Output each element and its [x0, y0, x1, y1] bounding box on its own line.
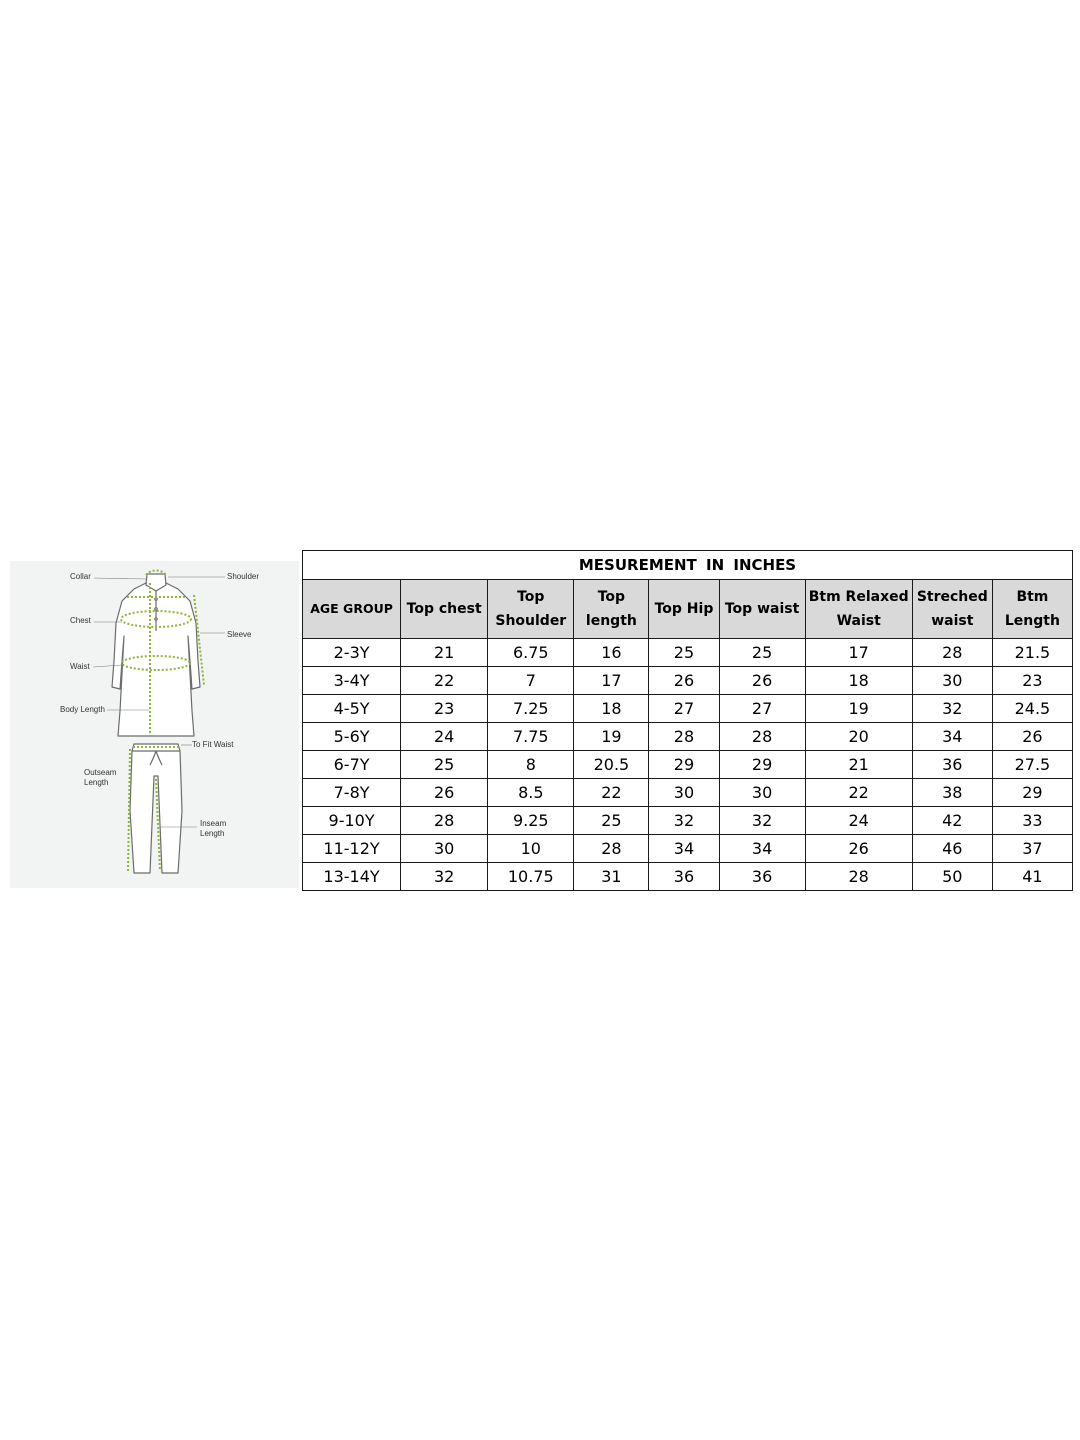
column-header: [649, 580, 719, 639]
table-title: MESUREMENT IN INCHES: [303, 551, 1073, 580]
measurement-cell: 25: [401, 751, 488, 779]
column-header-line2: Waist: [836, 613, 881, 629]
measurement-cell: 8: [488, 751, 574, 779]
kurta-pajama-illustration: [10, 561, 299, 888]
measurement-cell: 20.5: [574, 751, 649, 779]
measurement-cell: 22: [805, 779, 912, 807]
measurement-cell: 46: [912, 835, 992, 863]
measurement-cell: 25: [649, 639, 719, 667]
column-header-line1: Top: [597, 589, 626, 605]
measurement-cell: 32: [401, 863, 488, 891]
table-row: [303, 779, 1073, 807]
measurement-cell: 21: [401, 639, 488, 667]
column-header-line2: waist: [931, 613, 974, 629]
age-group-cell: 3-4Y: [303, 667, 401, 695]
measurement-cell: 21.5: [992, 639, 1072, 667]
measurement-cell: 8.5: [488, 779, 574, 807]
column-header: [401, 580, 488, 639]
table-title-row: [303, 551, 1073, 580]
measurement-cell: 30: [719, 779, 805, 807]
measurement-cell: 30: [401, 835, 488, 863]
measurement-cell: 32: [649, 807, 719, 835]
measurement-cell: 26: [401, 779, 488, 807]
measurement-cell: 29: [992, 779, 1072, 807]
column-header-line1: Top: [517, 589, 545, 605]
measurement-cell: 10: [488, 835, 574, 863]
measurement-cell: 28: [401, 807, 488, 835]
column-header-line1: Top Hip: [654, 601, 714, 617]
age-group-cell: 9-10Y: [303, 807, 401, 835]
measurement-cell: 27: [649, 695, 719, 723]
shoulder-label: Shoulder: [227, 572, 260, 581]
measurement-cell: 23: [992, 667, 1072, 695]
measurement-cell: 9.25: [488, 807, 574, 835]
waist-label: Waist: [70, 662, 90, 671]
to-fit-waist-label: To Fit Waist: [192, 740, 234, 749]
measurement-cell: 21: [805, 751, 912, 779]
column-header: [912, 580, 992, 639]
measurement-cell: 31: [574, 863, 649, 891]
measurement-cell: 7.75: [488, 723, 574, 751]
outseam-measure: [128, 749, 130, 871]
column-header-line1: Btm: [1016, 589, 1049, 605]
pajama-outline: [130, 744, 182, 873]
table-row: [303, 751, 1073, 779]
table-row: [303, 835, 1073, 863]
measurement-cell: 24: [805, 807, 912, 835]
measurement-cell: 28: [649, 723, 719, 751]
table-body: [303, 639, 1073, 891]
column-header-line2: Shoulder: [495, 613, 567, 629]
table-row: [303, 723, 1073, 751]
measurement-cell: 34: [649, 835, 719, 863]
column-header-line1: Btm Relaxed: [808, 589, 909, 605]
measurement-cell: 29: [649, 751, 719, 779]
measurement-cell: 34: [912, 723, 992, 751]
measurement-cell: 26: [719, 667, 805, 695]
measurement-cell: 20: [805, 723, 912, 751]
measurement-cell: 36: [912, 751, 992, 779]
measurement-cell: 38: [912, 779, 992, 807]
age-group-cell: 11-12Y: [303, 835, 401, 863]
table-row: [303, 807, 1073, 835]
measurement-cell: 42: [912, 807, 992, 835]
measurement-cell: 25: [574, 807, 649, 835]
column-header-line1: Top waist: [724, 601, 800, 617]
inseam-label-line2: Length: [200, 829, 225, 838]
measurement-cell: 28: [805, 863, 912, 891]
age-group-cell: 2-3Y: [303, 639, 401, 667]
column-header: [488, 580, 574, 639]
column-header: [303, 580, 401, 639]
chest-label: Chest: [70, 616, 91, 625]
measurement-cell: 27: [719, 695, 805, 723]
age-group-cell: 13-14Y: [303, 863, 401, 891]
column-header-line1: Streched: [916, 589, 988, 605]
measurement-cell: 22: [574, 779, 649, 807]
measurement-cell: 24.5: [992, 695, 1072, 723]
measurement-cell: 18: [574, 695, 649, 723]
age-group-cell: 6-7Y: [303, 751, 401, 779]
measurement-cell: 50: [912, 863, 992, 891]
measurement-cell: 19: [805, 695, 912, 723]
measurement-cell: 37: [992, 835, 1072, 863]
measurement-cell: 41: [992, 863, 1072, 891]
table-row: [303, 695, 1073, 723]
measurement-cell: 28: [719, 723, 805, 751]
measurement-cell: 16: [574, 639, 649, 667]
column-header: [992, 580, 1072, 639]
measurement-cell: 36: [719, 863, 805, 891]
measurement-cell: 27.5: [992, 751, 1072, 779]
measurement-cell: 30: [912, 667, 992, 695]
measurement-cell: 7: [488, 667, 574, 695]
measurement-cell: 6.75: [488, 639, 574, 667]
measurement-cell: 19: [574, 723, 649, 751]
column-header-line2: length: [585, 613, 637, 629]
measurement-cell: 10.75: [488, 863, 574, 891]
measurement-cell: 26: [649, 667, 719, 695]
measurement-cell: 22: [401, 667, 488, 695]
measurement-cell: 36: [649, 863, 719, 891]
size-chart-table: [302, 550, 1073, 891]
measurement-cell: 18: [805, 667, 912, 695]
measurement-cell: 26: [805, 835, 912, 863]
column-header-line1: AGE GROUP: [310, 601, 393, 616]
measurement-cell: 17: [805, 639, 912, 667]
measurement-cell: 17: [574, 667, 649, 695]
column-header-line2: Length: [1004, 613, 1060, 629]
body-length-label: Body Length: [60, 705, 105, 714]
measurement-cell: 23: [401, 695, 488, 723]
measurement-cell: 7.25: [488, 695, 574, 723]
measurement-cell: 32: [912, 695, 992, 723]
age-group-cell: 5-6Y: [303, 723, 401, 751]
table-row: [303, 639, 1073, 667]
measurement-cell: 30: [649, 779, 719, 807]
collar-label: Collar: [70, 572, 91, 581]
column-header-line1: Top chest: [406, 601, 482, 617]
measurement-cell: 34: [719, 835, 805, 863]
measurement-cell: 25: [719, 639, 805, 667]
outseam-label-line1: Outseam: [84, 768, 117, 777]
table-row: [303, 863, 1073, 891]
sleeve-label: Sleeve: [227, 630, 252, 639]
column-header: [719, 580, 805, 639]
measurement-cell: 28: [912, 639, 992, 667]
measurement-cell: 28: [574, 835, 649, 863]
age-group-cell: 4-5Y: [303, 695, 401, 723]
measurement-cell: 26: [992, 723, 1072, 751]
table-row: [303, 667, 1073, 695]
outseam-label-line2: Length: [84, 778, 109, 787]
column-header: [574, 580, 649, 639]
column-header: [805, 580, 912, 639]
kurta-outline: [112, 574, 200, 736]
measurement-cell: 24: [401, 723, 488, 751]
table-header-row: [303, 580, 1073, 639]
measurement-cell: 29: [719, 751, 805, 779]
measurement-cell: 32: [719, 807, 805, 835]
inseam-label-line1: Inseam: [200, 819, 227, 828]
age-group-cell: 7-8Y: [303, 779, 401, 807]
measurement-cell: 33: [992, 807, 1072, 835]
garment-measurement-diagram: [10, 561, 299, 888]
